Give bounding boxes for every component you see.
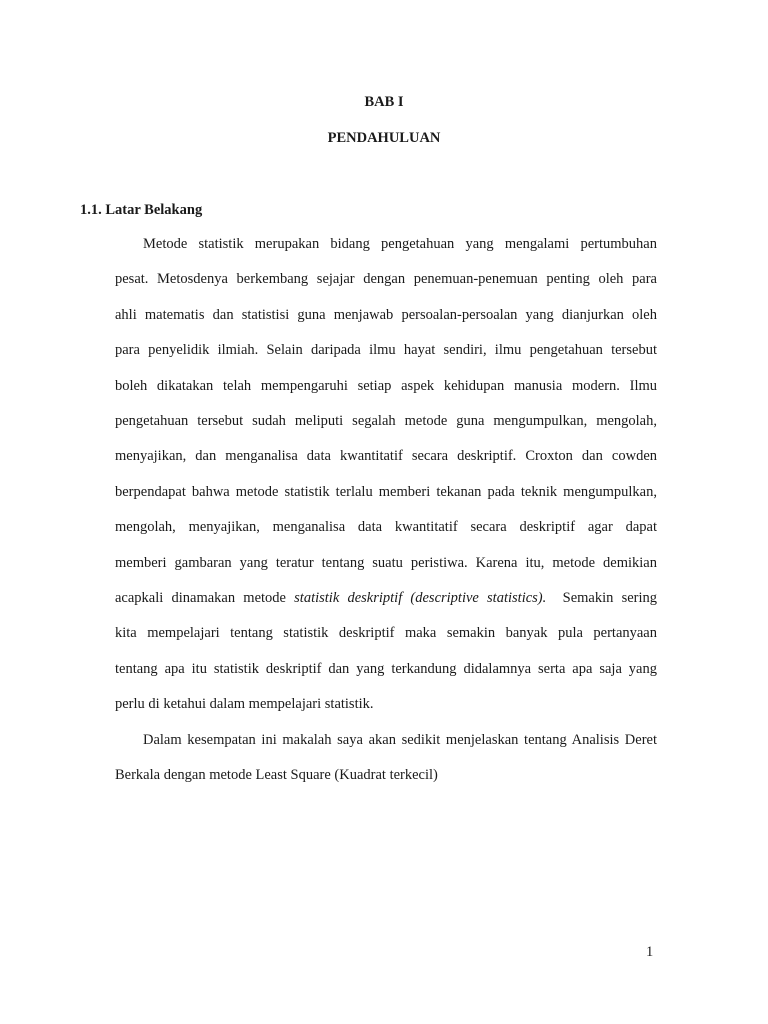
chapter-label: BAB I <box>364 94 404 110</box>
text-line: menyajikan, dan menganalisa data kwantitatif secara deskriptif. Croxton dan cowden <box>115 448 657 465</box>
text-line: para penyelidik ilmiah. Selain daripada ilmu hayat sendiri, ilmu pengetahuan tersebut <box>115 342 657 359</box>
paragraph-1 <box>115 227 657 723</box>
body-text <box>115 227 657 794</box>
text-line: tentang apa itu statistik deskriptif dan yang terkandung didalamnya serta apa saja yang <box>115 660 657 677</box>
text-line: Metode statistik merupakan bidang pengetahuan yang mengalami pertumbuhan <box>143 236 657 252</box>
text-line: berpendapat bahwa metode statistik terlalu memberi tekanan pada teknik mengumpulkan, <box>115 483 657 500</box>
text-line: ahli matematis dan statistisi guna menjawab persoalan-persoalan yang dianjurkan oleh <box>115 306 657 323</box>
text-line: Dalam kesempatan ini makalah saya akan sedikit menjelaskan tentang Analisis Deret <box>143 731 657 748</box>
text-line: pengetahuan tersebut sudah meliputi segalah metode guna mengumpulkan, mengolah, <box>115 413 657 430</box>
text-line: memberi gambaran yang teratur tentang suatu peristiwa. Karena itu, metode demikian <box>115 554 657 571</box>
text-line: kita mempelajari tentang statistik deskriptif maka semakin banyak pula pertanyaan <box>115 625 657 642</box>
section-heading: 1.1. Latar Belakang <box>80 202 203 218</box>
text-line-with-italic <box>115 581 657 616</box>
text-segment: acapkali dinamakan metode <box>115 590 295 607</box>
text-line: Berkala dengan metode Least Square (Kuadrat terkecil) <box>115 767 438 784</box>
text-line: boleh dikatakan telah mempengaruhi setiap aspek kehidupan manusia modern. Ilmu <box>115 377 657 394</box>
page-number: 1 <box>646 944 654 960</box>
text-segment: Semakin sering <box>546 590 658 607</box>
text-line: perlu di ketahui dalam mempelajari statistik. <box>115 696 374 713</box>
text-line: pesat. Metosdenya berkembang sejajar dengan penemuan-penemuan penting oleh para <box>115 271 657 288</box>
text-line: mengolah, menyajikan, menganalisa data kwantitatif secara deskriptif agar dapat <box>115 519 657 536</box>
paragraph-2 <box>115 723 657 794</box>
italic-term: statistik deskriptif (descriptive statistics). <box>294 590 547 607</box>
chapter-title: PENDAHULUAN <box>327 130 441 146</box>
